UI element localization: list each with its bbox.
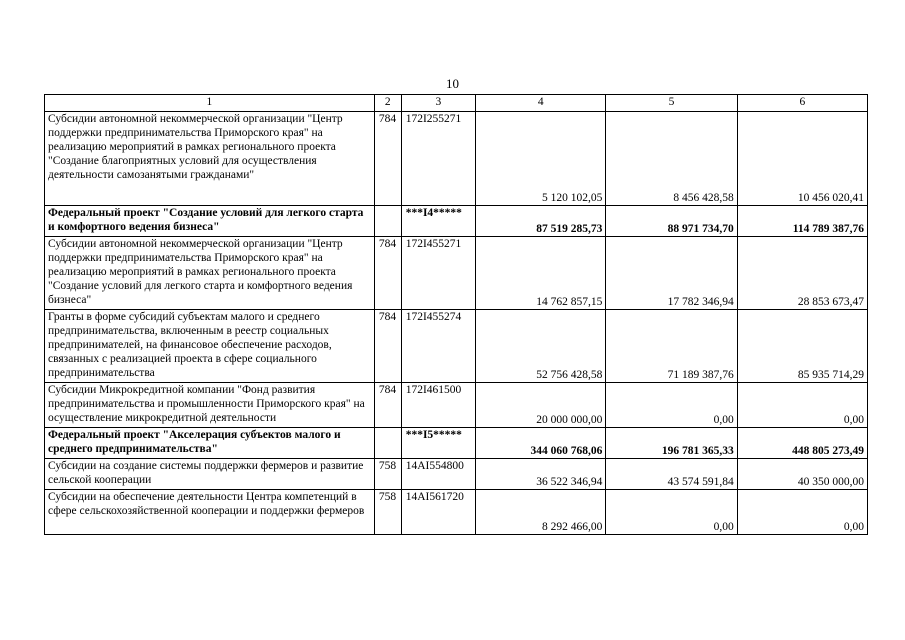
row-code: 172I461500 bbox=[401, 383, 475, 428]
row-value-6: 0,00 bbox=[737, 490, 867, 535]
row-value-6: 114 789 387,76 bbox=[737, 206, 867, 237]
row-name: Субсидии на создание системы поддержки фермеров и развитие сельской кооперации bbox=[45, 459, 375, 490]
row-value-5: 8 456 428,58 bbox=[606, 112, 737, 206]
table-row bbox=[45, 490, 868, 535]
row-name: Субсидии на обеспечение деятельности Центра компетенций в сфере сельскохозяйственной кооперации и поддержки фермеров bbox=[45, 490, 375, 535]
column-header: 6 bbox=[737, 95, 867, 112]
row-value-5: 0,00 bbox=[606, 490, 737, 535]
row-name: Федеральный проект "Создание условий для легкого старта и комфортного ведения бизнеса" bbox=[45, 206, 375, 237]
row-value-6: 28 853 673,47 bbox=[737, 237, 867, 310]
table-row-total bbox=[45, 428, 868, 459]
row-value-6: 40 350 000,00 bbox=[737, 459, 867, 490]
column-header: 1 bbox=[45, 95, 375, 112]
row-code: ***I5***** bbox=[401, 428, 475, 459]
row-value-5: 88 971 734,70 bbox=[606, 206, 737, 237]
row-name: Субсидии Микрокредитной компании "Фонд развития предпринимательства и промышленности Приморского края" на осуществление микрокредитной деятельности bbox=[45, 383, 375, 428]
row-code: 14AI554800 bbox=[401, 459, 475, 490]
row-grbs: 784 bbox=[374, 112, 401, 206]
table-row-total bbox=[45, 206, 868, 237]
row-name: Федеральный проект "Акселерация субъектов малого и среднего предпринимательства" bbox=[45, 428, 375, 459]
row-code: 172I255271 bbox=[401, 112, 475, 206]
row-value-5: 17 782 346,94 bbox=[606, 237, 737, 310]
row-grbs: 784 bbox=[374, 383, 401, 428]
row-value-4: 87 519 285,73 bbox=[476, 206, 606, 237]
row-code: 14AI561720 bbox=[401, 490, 475, 535]
row-value-5: 43 574 591,84 bbox=[606, 459, 737, 490]
row-code: 172I455271 bbox=[401, 237, 475, 310]
row-value-4: 8 292 466,00 bbox=[476, 490, 606, 535]
table-row bbox=[45, 459, 868, 490]
table-row bbox=[45, 310, 868, 383]
column-header: 3 bbox=[401, 95, 475, 112]
row-value-4: 344 060 768,06 bbox=[476, 428, 606, 459]
row-name: Гранты в форме субсидий субъектам малого и среднего предпринимательства, включенным в реестр социальных предпринимателей, на финансовое обеспечение расходов, связанных с реализацией проекта в сфере социального предпринимательства bbox=[45, 310, 375, 383]
row-grbs: 758 bbox=[374, 459, 401, 490]
row-value-5: 0,00 bbox=[606, 383, 737, 428]
row-value-4: 20 000 000,00 bbox=[476, 383, 606, 428]
column-header: 2 bbox=[374, 95, 401, 112]
budget-table bbox=[44, 94, 868, 535]
column-header: 4 bbox=[476, 95, 606, 112]
row-value-6: 10 456 020,41 bbox=[737, 112, 867, 206]
row-grbs: 784 bbox=[374, 310, 401, 383]
row-value-5: 196 781 365,33 bbox=[606, 428, 737, 459]
row-value-4: 5 120 102,05 bbox=[476, 112, 606, 206]
row-value-5: 71 189 387,76 bbox=[606, 310, 737, 383]
row-name: Субсидии автономной некоммерческой организации "Центр поддержки предпринимательства Приморского края" на реализацию мероприятий в рамках регионального проекта "Создание благоприятных условий для осуществления деятельности самозанятыми гражданами" bbox=[45, 112, 375, 206]
row-grbs: 784 bbox=[374, 237, 401, 310]
row-value-6: 85 935 714,29 bbox=[737, 310, 867, 383]
table-row bbox=[45, 112, 868, 206]
page-number: 10 bbox=[446, 76, 459, 91]
row-grbs bbox=[374, 206, 401, 237]
row-value-4: 52 756 428,58 bbox=[476, 310, 606, 383]
row-name: Субсидии автономной некоммерческой организации "Центр поддержки предпринимательства Приморского края" на реализацию мероприятий в рамках регионального проекта "Создание условий для легкого старта и комфортного ведения бизнеса" bbox=[45, 237, 375, 310]
column-header: 5 bbox=[606, 95, 737, 112]
row-code: 172I455274 bbox=[401, 310, 475, 383]
row-code: ***I4***** bbox=[401, 206, 475, 237]
row-value-4: 36 522 346,94 bbox=[476, 459, 606, 490]
row-grbs: 758 bbox=[374, 490, 401, 535]
table-header-row bbox=[45, 95, 868, 112]
row-value-4: 14 762 857,15 bbox=[476, 237, 606, 310]
table-row bbox=[45, 237, 868, 310]
row-grbs bbox=[374, 428, 401, 459]
table-row bbox=[45, 383, 868, 428]
row-value-6: 0,00 bbox=[737, 383, 867, 428]
row-value-6: 448 805 273,49 bbox=[737, 428, 867, 459]
